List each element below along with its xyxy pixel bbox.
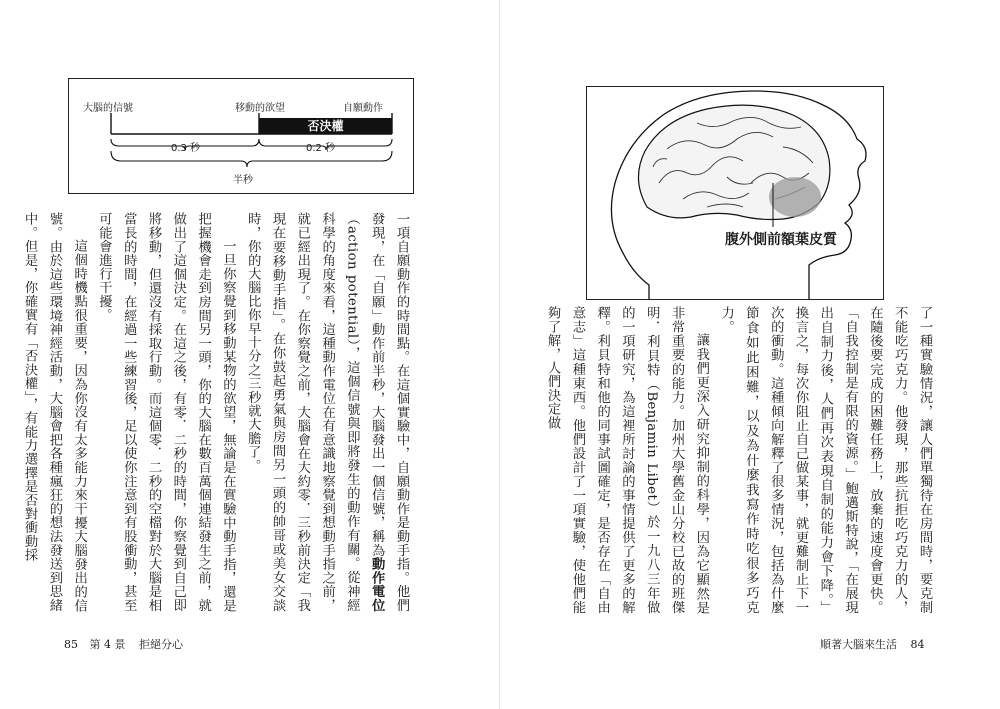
- label-interval-0-2: 0.2 秒: [306, 143, 336, 154]
- label-interval-0-3: 0.3 秒: [171, 143, 201, 154]
- chapter-label: 第 4 景: [89, 638, 126, 651]
- veto-bar: 否決權: [259, 118, 392, 134]
- section-title: 拒絕分心: [139, 638, 183, 651]
- brain-illustration: [587, 87, 883, 299]
- vlpfc-highlight: [769, 177, 821, 217]
- brace-half-second: [111, 151, 392, 167]
- brain-region-label: 腹外側前額葉皮質: [725, 232, 837, 248]
- paragraph: 一旦你察覺到移動某物的欲望，無論是在實驗中動手指，還是把握機會走到房間另一頭，你的大腦在數百萬個連結發生之前，就做出了這個決定。在這之後，有零．二秒的時間，你察覺到自己即將移動，但還沒有採取行動。而這個零．二秒的空檔對於大腦是相當長的時間，在經過一些練習後，足以使你注意到有股衝動，甚至可能會進行干擾。: [96, 212, 236, 612]
- left-page-body: [22, 212, 413, 612]
- brain-figure: [586, 86, 884, 300]
- page-number: 85: [64, 638, 78, 651]
- right-page: [500, 0, 1000, 709]
- left-footer: [64, 636, 183, 652]
- label-voluntary-action: 自願動作: [343, 103, 383, 114]
- timeline-figure: [68, 78, 414, 194]
- paragraph: 一項自願動作的時間點。在這個實驗中，自願動作是動手指。他們發現，在「自願」動作前半秒，大腦發出一個信號，稱為動作電位（action potential），這個信號與即將發生的動作有關。從神經科學的角度來看，這種動作電位在有意識地察覺到想動手指之前，就已經出現了。在你察覺之前，大腦會在大約零．三秒前決定「我現在要移動手指」。在你鼓起勇氣與房間另一頭的帥哥或美女交談時，你的大腦比你早十分之三秒就大膽了。: [245, 212, 409, 612]
- paragraph: 這個時機點很重要，因為你沒有太多能力來干擾大腦發出的信號。由於這些環境神經活動，大腦會把各種瘋狂的想法發送到思緒中。但是，你確實有「否決權」，有能力選擇是否對衝動採: [22, 212, 87, 612]
- paragraph: 了一種實驗情況，讓人們單獨待在房間時，要克制不能吃巧克力。他發現，那些抗拒吃巧克力的人，在隨後要完成的困難任務上，放棄的速度會更快。「自我控制是有限的資源。」鮑邁斯特說，「在展現出自制力後，人們再次表現自制的能力會下降。」換言之，每次你阻止自己做某事，就更難制止下一次的衝動。這種傾向解釋了很多情況，包括為什麼節食如此困難，以及為什麼我寫作時吃很多巧克力。: [718, 306, 932, 614]
- label-half-second: 半秒: [233, 175, 253, 186]
- label-urge-to-move: 移動的欲望: [235, 103, 285, 114]
- bold-term: 動作電位: [369, 556, 385, 612]
- label-brain-signal: 大腦的信號: [83, 103, 133, 114]
- right-page-body: [545, 306, 936, 614]
- running-title: 順著大腦來生活: [820, 638, 897, 651]
- page-number: 84: [910, 638, 925, 651]
- right-footer: [820, 636, 925, 652]
- paragraph: 讓我們更深入研究抑制的科學，因為它顯然是非常重要的能力。加州大學舊金山分校已故的班傑明．利貝特（Benjamin Libet）於一九八三年做的一項研究，為這裡所討論的事情提供了更多的解釋。利貝特和他的同事試圖確定，是否存在「自由意志」這種東西。他們設計了一項實驗，使他們能夠了解，人們決定做: [545, 306, 709, 614]
